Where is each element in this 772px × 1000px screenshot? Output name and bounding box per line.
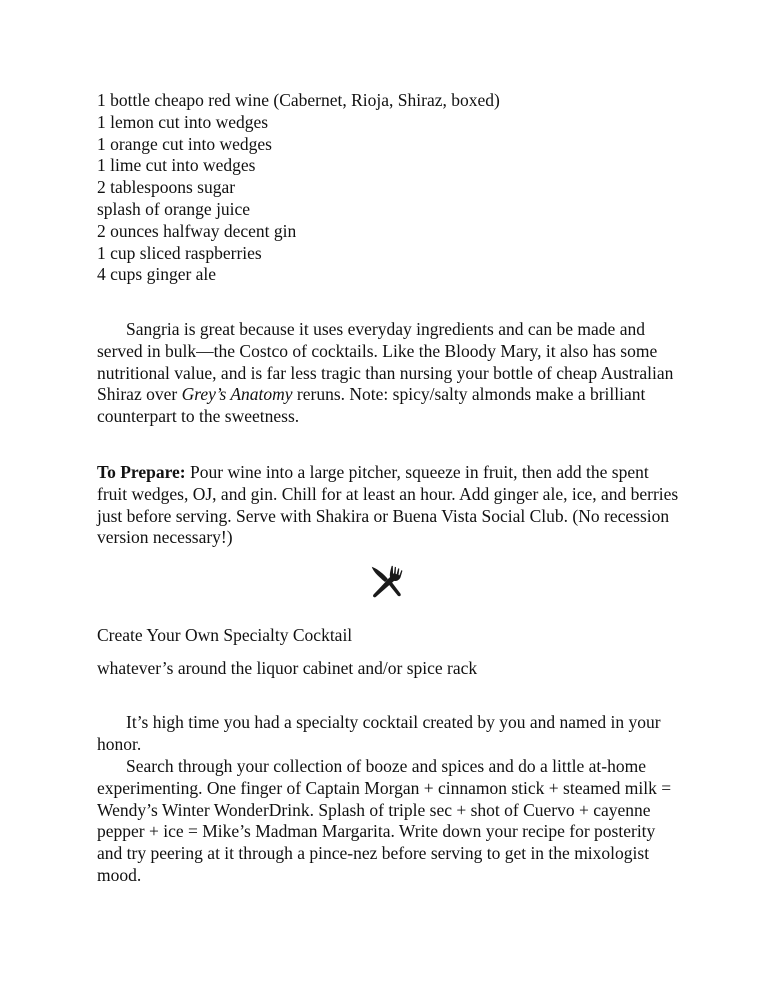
ingredient-item: 1 bottle cheapo red wine (Cabernet, Rioja, Shiraz, boxed) (97, 90, 500, 110)
ingredient-item: 4 cups ginger ale (97, 264, 217, 285)
ingredient-item: 1 orange cut into wedges (97, 133, 272, 154)
crossed-knife-fork-icon (367, 563, 405, 601)
prepare-text: Pour wine into a large pitcher, squeeze in fruit, then add the spent fruit wedges, OJ, and gin. Chill for at least an hour. Add ginger ale, ice, and berries just before serving. Serve with Shakira or Buena Vista Social Club. (No recession version necessary!) (97, 462, 679, 548)
ingredient-item: 2 ounces halfway decent gin (97, 220, 297, 241)
section-title: Create Your Own Specialty Cocktail (97, 625, 353, 645)
ingredient-item: splash of orange juice (97, 198, 251, 219)
ingredient-item: 2 tablespoons sugar (97, 177, 236, 198)
ingredient-item: 1 cup sliced raspberries (97, 242, 262, 263)
sangria-text-end: reruns. Note: spicy/salty almonds make a brilliant counterpart to the sweetness. (97, 384, 646, 427)
prepare-label: To Prepare: (97, 462, 186, 482)
tv-show-title: Grey’s Anatomy (181, 384, 293, 405)
ingredient-list (97, 90, 697, 286)
section-subtitle: whatever’s around the liquor cabinet and/or spice rack (97, 658, 478, 678)
sangria-text-start: Sangria is great because it uses everyday ingredients and can be made and served in bulk—the Costco of cocktails. Like the Bloody Mary, it also has some nutritional value, and is far less tragic than nursing your bottle of cheap Australian Shiraz over (97, 319, 674, 405)
sangria-description (97, 319, 682, 428)
preparation-instructions (97, 462, 682, 549)
specialty-paragraph: Search through your collection of booze and spices and do a little at-home experimenting. One finger of Captain Morgan + cinnamon stick + steamed milk = Wendy’s Winter WonderDrink. Splash of triple sec + shot of Cuervo + cayenne pepper + ice = Mike’s Madman Margarita. Write down your recipe for posterity and try peering at it through a pince-nez before serving to get in the mixologist mood. (97, 756, 672, 885)
specialty-paragraph: It’s high time you had a specialty cocktail created by you and named in your honor. (97, 712, 661, 754)
ingredient-item: 1 lime cut into wedges (97, 155, 256, 176)
ingredient-item: 1 lemon cut into wedges (97, 111, 269, 132)
